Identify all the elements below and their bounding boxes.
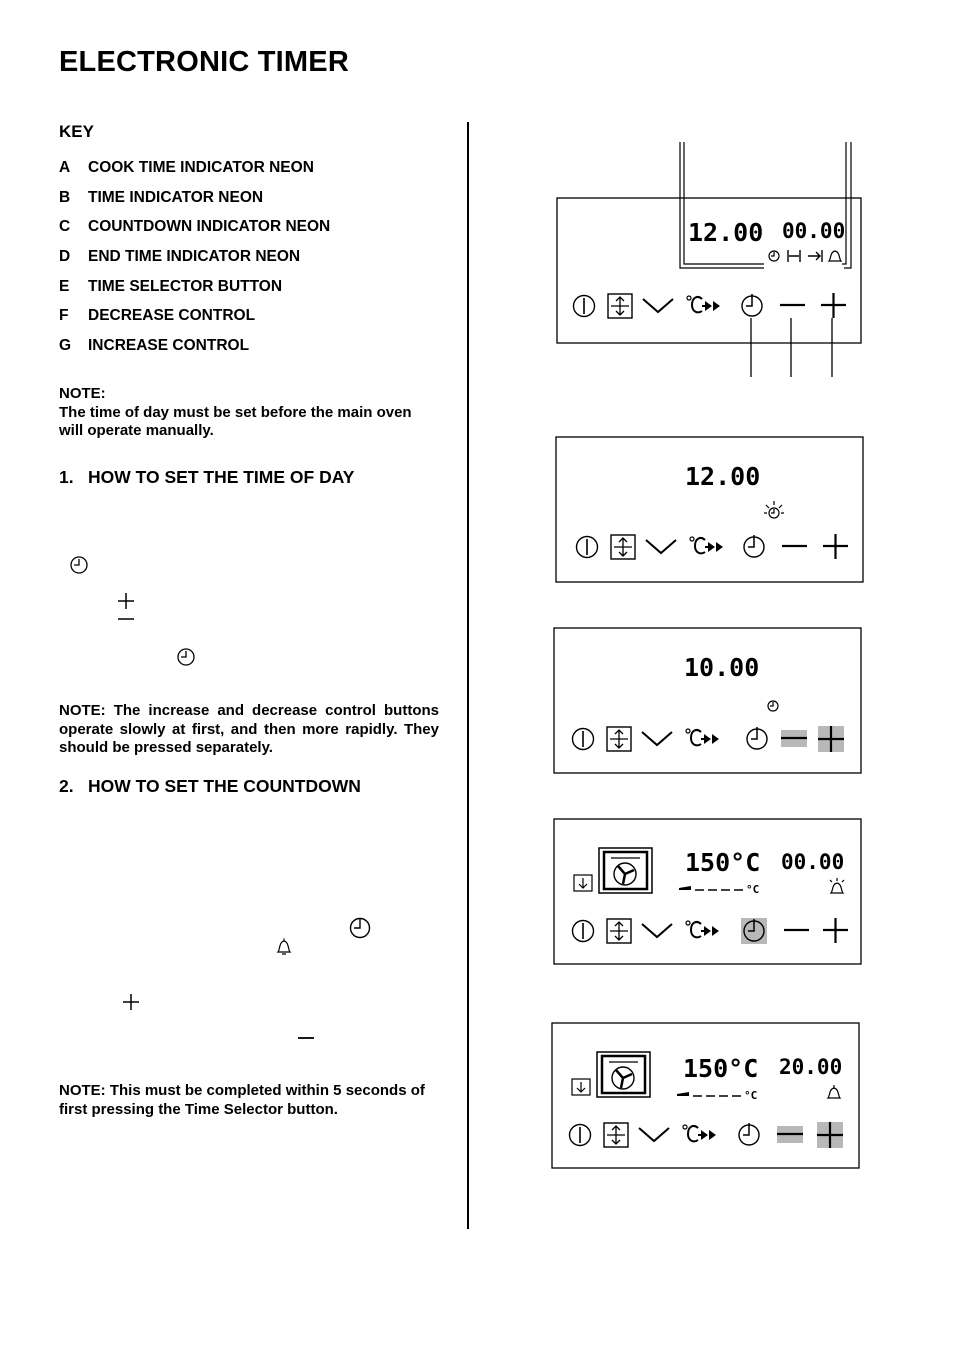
- key-list: [59, 159, 459, 367]
- section-title: HOW TO SET THE COUNTDOWN: [88, 776, 361, 796]
- svg-text:°C: °C: [746, 883, 760, 896]
- column-divider: [467, 122, 469, 1229]
- key-item: [59, 159, 459, 189]
- timer-panel-adjust: [552, 626, 864, 776]
- display-right: 00.00: [781, 850, 845, 874]
- key-label: TIME SELECTOR BUTTON: [88, 277, 283, 295]
- key-label: END TIME INDICATOR NEON: [88, 248, 301, 266]
- display-time: 12.00: [685, 462, 761, 491]
- timer-panel-key: [554, 140, 864, 380]
- key-letter: E: [59, 277, 70, 295]
- section-heading-time-of-day: [59, 467, 354, 488]
- minus-icon: [296, 1030, 316, 1044]
- section-number: 2.: [59, 776, 74, 796]
- key-letter: D: [59, 248, 71, 266]
- bell-icon: [274, 937, 294, 957]
- key-item: [59, 337, 459, 367]
- svg-text:°C: °C: [744, 1089, 758, 1102]
- section-title: HOW TO SET THE TIME OF DAY: [88, 467, 355, 487]
- key-letter: A: [59, 159, 71, 176]
- note-label: NOTE:: [59, 385, 106, 402]
- key-item: [59, 218, 459, 248]
- key-letter: B: [59, 188, 71, 206]
- key-label: COUNTDOWN INDICATOR NEON: [88, 218, 331, 236]
- key-label: TIME INDICATOR NEON: [88, 188, 264, 206]
- key-item: [59, 189, 459, 219]
- clock-icon: [69, 555, 89, 575]
- section-heading-countdown: [59, 776, 361, 797]
- key-letter: F: [59, 307, 69, 325]
- key-label: DECREASE CONTROL: [88, 307, 256, 325]
- display-right: 20.00: [779, 1055, 843, 1079]
- timer-panel-time-of-day: [554, 435, 866, 585]
- clock-icon: [176, 647, 196, 667]
- timer-panel-countdown-set: [552, 817, 864, 967]
- key-letter: G: [59, 337, 72, 355]
- plus-minus-icon: [115, 592, 137, 624]
- page-title: ELECTRONIC TIMER: [59, 46, 349, 78]
- key-letter: C: [59, 218, 71, 236]
- display-time: 12.00: [688, 218, 764, 247]
- section-number: 1.: [59, 467, 74, 487]
- countdown-icon: [348, 916, 372, 940]
- key-label: INCREASE CONTROL: [88, 337, 250, 355]
- key-item: [59, 307, 459, 337]
- key-heading: KEY: [59, 122, 94, 141]
- key-item: [59, 278, 459, 308]
- key-label: COOK TIME INDICATOR NEON: [88, 159, 314, 176]
- note-text: The time of day must be set before the main oven will operate manually.: [59, 403, 412, 439]
- key-item: [59, 248, 459, 278]
- display-temp: 150°C: [685, 848, 761, 877]
- display-time: 10.00: [684, 653, 760, 682]
- display-right: 00.00: [782, 219, 846, 243]
- timer-panel-countdown-running: [550, 1021, 862, 1171]
- display-temp: 150°C: [683, 1054, 759, 1083]
- note-time-of-day: [59, 385, 439, 441]
- note-countdown: NOTE: This must be completed within 5 seconds of first pressing the Time Selector button.: [59, 1082, 425, 1118]
- plus-icon: [121, 992, 141, 1012]
- note-controls: NOTE: The increase and decrease control buttons operate slowly at first, and then more rapidly. They should be pressed separately.: [59, 702, 439, 756]
